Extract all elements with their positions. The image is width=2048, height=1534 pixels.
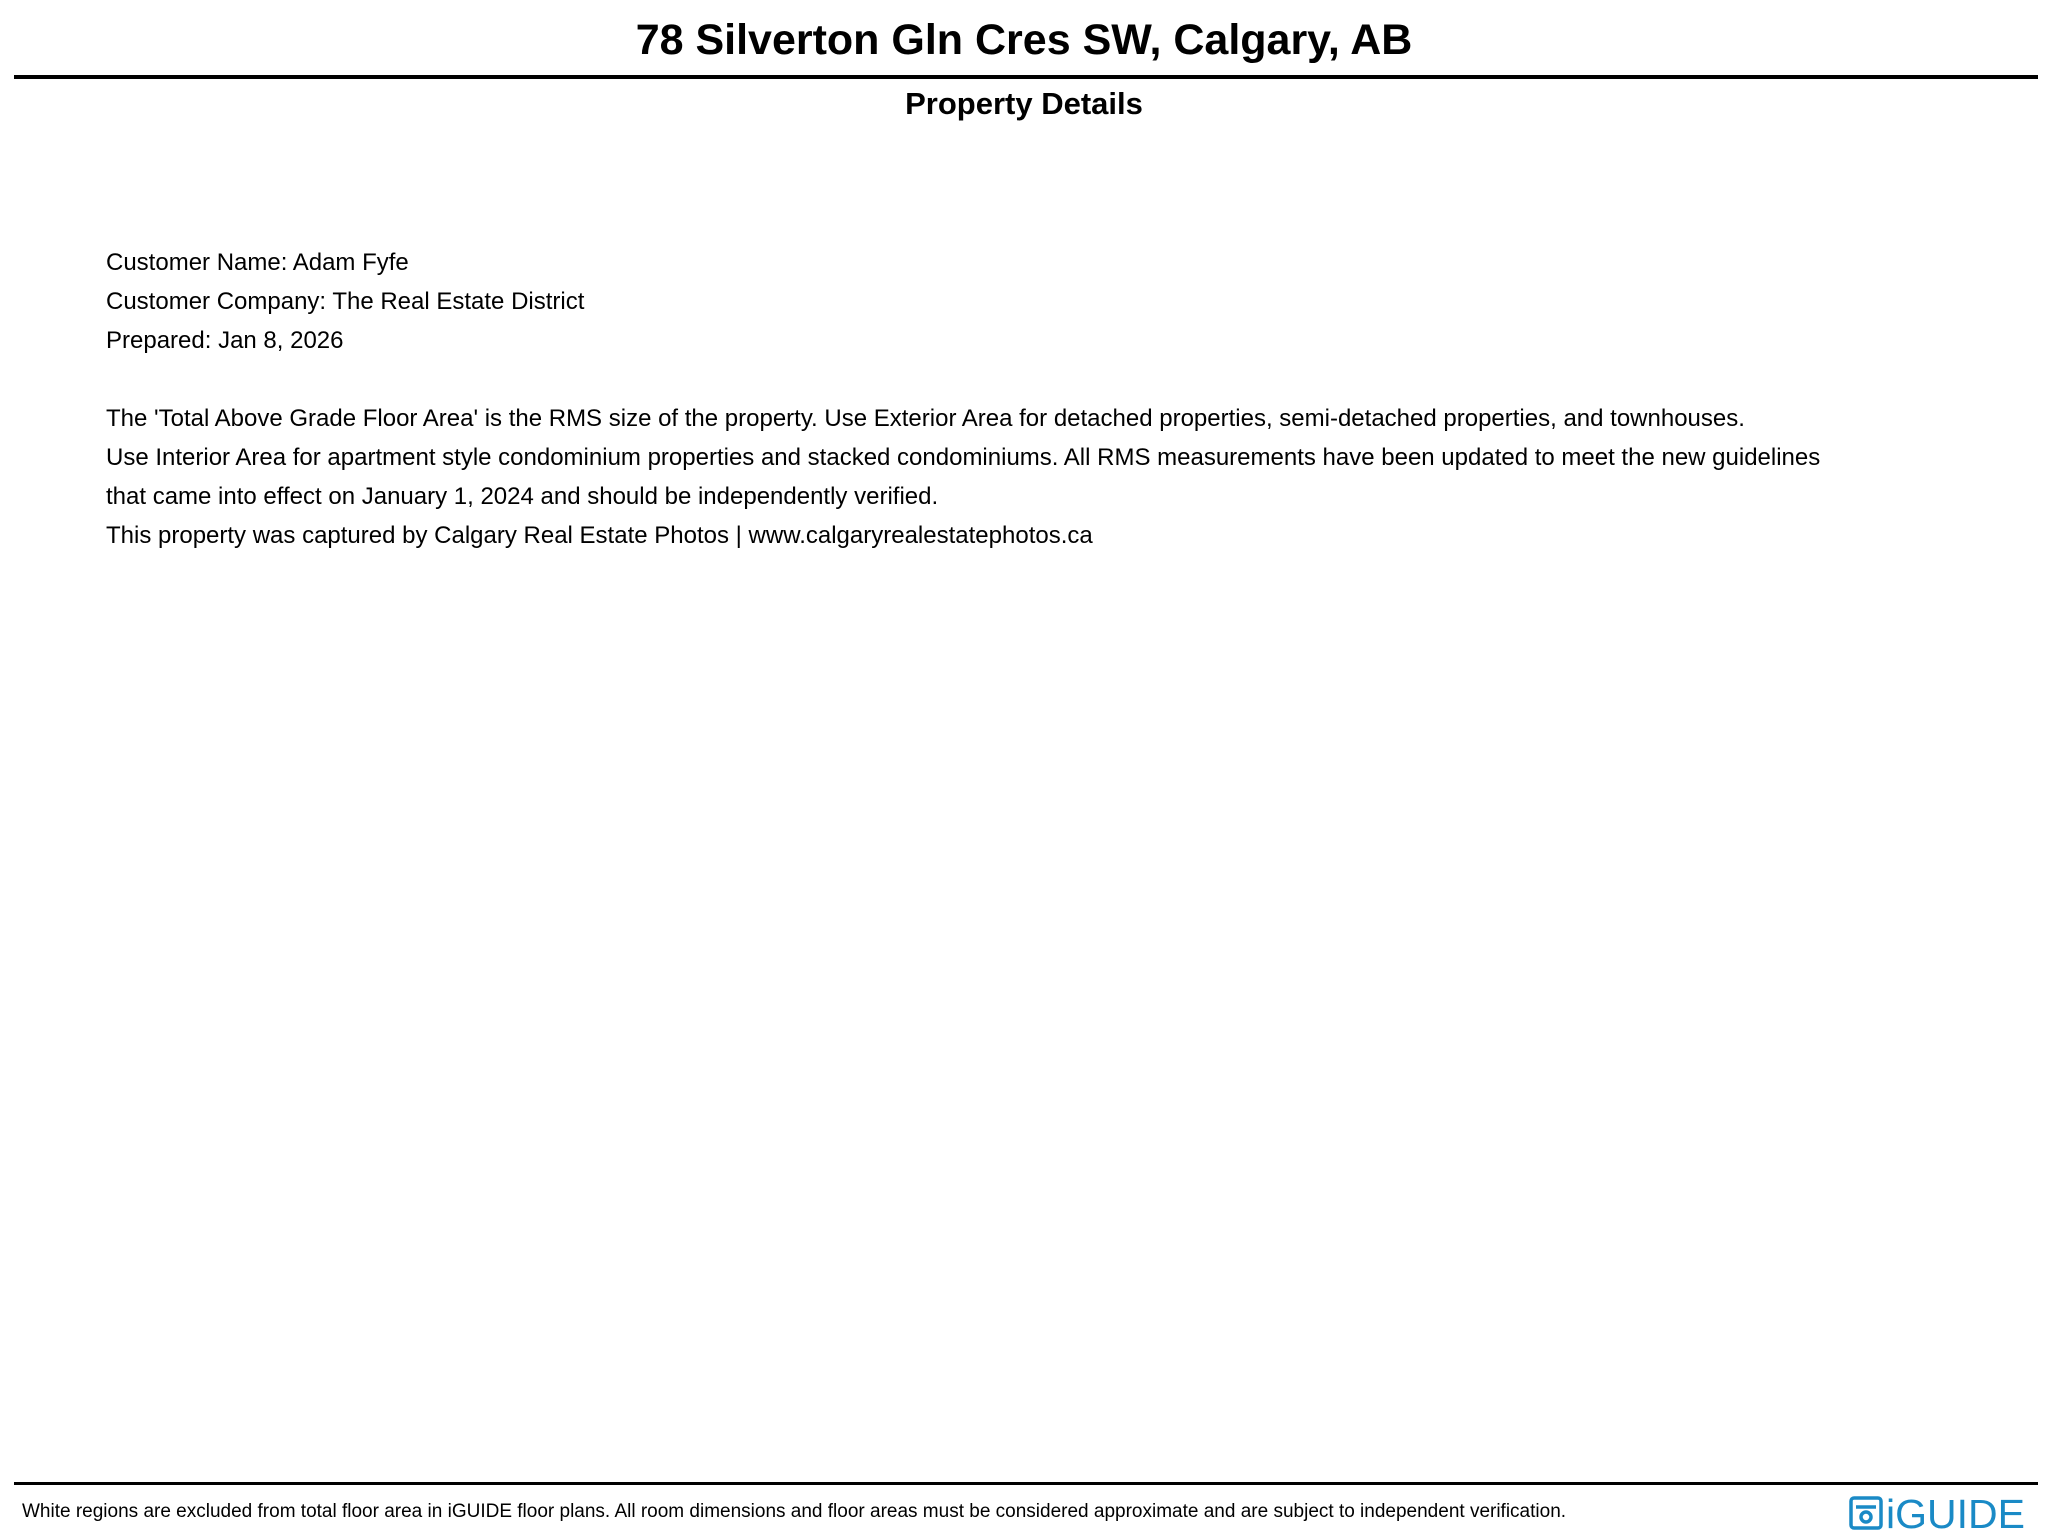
logo-text: iGUIDE	[1886, 1491, 2025, 1533]
customer-info	[106, 243, 584, 360]
footer-divider	[14, 1482, 2038, 1485]
note-line: This property was captured by Calgary Real Estate Photos | www.calgaryrealestatephotos.ca	[106, 522, 1093, 549]
footer-disclaimer: White regions are excluded from total floor area in iGUIDE floor plans. All room dimensions and floor areas must be considered approximate and are subject to independent verification.	[22, 1501, 1567, 1522]
note-line: Use Interior Area for apartment style condominium properties and stacked condominiums. All RMS measurements have been updated to meet the new guidelines	[106, 444, 1821, 471]
notes	[106, 399, 1820, 555]
customer-company: Customer Company: The Real Estate District	[106, 288, 585, 315]
iguide-logo	[1848, 1491, 2028, 1533]
section-title: Property Details	[905, 86, 1143, 121]
note-line: The 'Total Above Grade Floor Area' is the RMS size of the property. Use Exterior Area for detached properties, semi-detached properties, and townhouses.	[106, 405, 1745, 432]
page-title: 78 Silverton Gln Cres SW, Calgary, AB	[635, 16, 1413, 64]
customer-name: Customer Name: Adam Fyfe	[106, 249, 409, 276]
note-line: that came into effect on January 1, 2024 and should be independently verified.	[106, 483, 939, 510]
prepared-date: Prepared: Jan 8, 2026	[106, 327, 344, 354]
iguide-camera-icon	[1848, 1491, 2028, 1533]
header-divider	[14, 75, 2038, 79]
